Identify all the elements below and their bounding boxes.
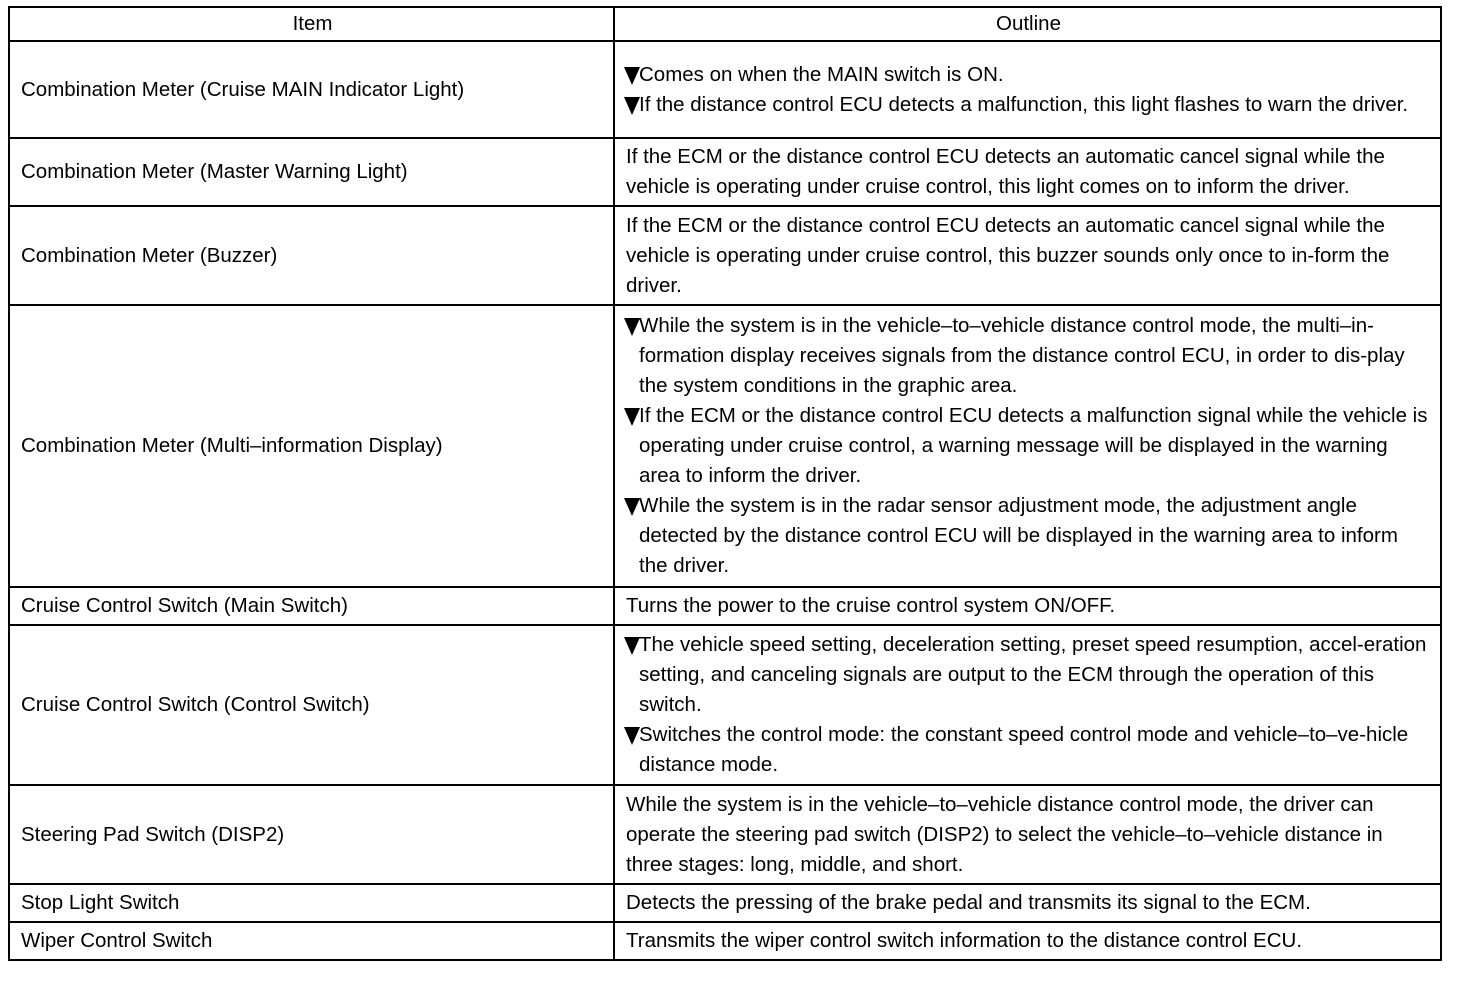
triangle-bullet-icon — [624, 408, 640, 426]
outline-cell: Transmits the wiper control switch information to the distance control ECU. — [614, 922, 1441, 960]
bullet-item: While the system is in the vehicle–to–vehicle distance control mode, the multi–in-formation display receives signals from the distance control ECU, in order to dis-play the system conditions in the graphic area. — [626, 311, 1431, 401]
item-cell: Wiper Control Switch — [9, 922, 614, 960]
table-header-row — [9, 7, 1441, 41]
triangle-bullet-icon — [624, 97, 640, 115]
outline-column-header: Outline — [614, 7, 1441, 41]
item-cell: Combination Meter (Cruise MAIN Indicator Light) — [9, 41, 614, 138]
item-cell: Steering Pad Switch (DISP2) — [9, 785, 614, 884]
bullet-item: While the system is in the radar sensor adjustment mode, the adjustment angle detected by the distance control ECU will be displayed in the warning area to inform the driver. — [626, 491, 1431, 581]
item-cell: Combination Meter (Multi–information Display) — [9, 305, 614, 587]
bullet-item: If the distance control ECU detects a malfunction, this light flashes to warn the driver. — [626, 90, 1431, 120]
outline-cell — [614, 625, 1441, 785]
table-row — [9, 625, 1441, 785]
item-cell: Cruise Control Switch (Main Switch) — [9, 587, 614, 625]
table-row — [9, 138, 1441, 206]
bullet-item: Comes on when the MAIN switch is ON. — [626, 60, 1431, 90]
outline-cell: While the system is in the vehicle–to–vehicle distance control mode, the driver can operate the steering pad switch (DISP2) to select the vehicle–to–vehicle distance in three stages: long, middle, and short. — [614, 785, 1441, 884]
bullet-item: The vehicle speed setting, deceleration setting, preset speed resumption, accel-eration setting, and canceling signals are output to the ECM through the operation of this switch. — [626, 630, 1431, 720]
item-cell: Combination Meter (Master Warning Light) — [9, 138, 614, 206]
outline-cell: If the ECM or the distance control ECU detects an automatic cancel signal while the vehicle is operating under cruise control, this buzzer sounds only once to in-form the driver. — [614, 206, 1441, 305]
outline-cell: Turns the power to the cruise control system ON/OFF. — [614, 587, 1441, 625]
table-row — [9, 41, 1441, 138]
triangle-bullet-icon — [624, 727, 640, 745]
table-row — [9, 587, 1441, 625]
outline-cell: If the ECM or the distance control ECU detects an automatic cancel signal while the vehicle is operating under cruise control, this light comes on to inform the driver. — [614, 138, 1441, 206]
item-column-header: Item — [9, 7, 614, 41]
outline-cell: Detects the pressing of the brake pedal and transmits its signal to the ECM. — [614, 884, 1441, 922]
item-outline-table — [8, 6, 1442, 961]
table-row — [9, 922, 1441, 960]
bullet-item: Switches the control mode: the constant speed control mode and vehicle–to–ve-hicle distance mode. — [626, 720, 1431, 780]
triangle-bullet-icon — [624, 67, 640, 85]
table-row — [9, 785, 1441, 884]
triangle-bullet-icon — [624, 318, 640, 336]
table-row — [9, 206, 1441, 305]
triangle-bullet-icon — [624, 498, 640, 516]
outline-cell — [614, 305, 1441, 587]
triangle-bullet-icon — [624, 637, 640, 655]
item-cell: Cruise Control Switch (Control Switch) — [9, 625, 614, 785]
item-cell: Combination Meter (Buzzer) — [9, 206, 614, 305]
table-row — [9, 884, 1441, 922]
item-cell: Stop Light Switch — [9, 884, 614, 922]
outline-cell — [614, 41, 1441, 138]
bullet-item: If the ECM or the distance control ECU detects a malfunction signal while the vehicle is operating under cruise control, a warning message will be displayed in the warning area to inform the driver. — [626, 401, 1431, 491]
table-row — [9, 305, 1441, 587]
